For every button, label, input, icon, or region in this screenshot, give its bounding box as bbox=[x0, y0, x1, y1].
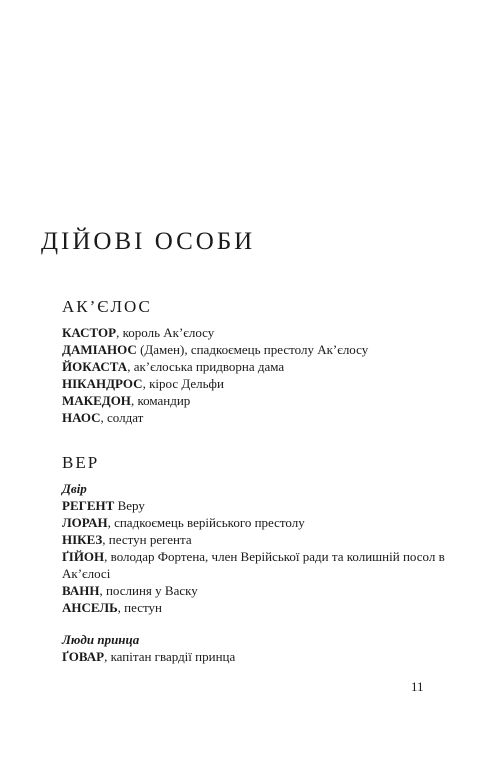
character-description: , солдат bbox=[100, 410, 144, 425]
character-entry bbox=[62, 582, 462, 599]
character-entry bbox=[62, 648, 462, 665]
character-name: КАСТОР bbox=[62, 325, 117, 340]
character-name: МАКЕДОН bbox=[62, 393, 131, 408]
character-entry bbox=[62, 375, 462, 392]
character-name: РЕГЕНТ bbox=[62, 498, 115, 513]
character-entry bbox=[62, 341, 462, 358]
character-description: , капітан гвардії принца bbox=[104, 649, 236, 664]
character-description: , пестун bbox=[117, 600, 162, 615]
character-entry bbox=[62, 514, 462, 531]
section-akielos bbox=[62, 296, 462, 426]
character-entry bbox=[62, 324, 462, 341]
section-heading-ver: ВЕР bbox=[62, 453, 100, 472]
character-description: (Дамен), спадкоємець престолу Ак’єлосу bbox=[136, 342, 369, 357]
character-description: , кірос Дельфи bbox=[142, 376, 224, 391]
character-entry bbox=[62, 409, 462, 426]
character-name: ДАМІАНОС bbox=[62, 342, 137, 357]
character-description: , король Ак’єлосу bbox=[116, 325, 215, 340]
character-name: НІКАНДРОС bbox=[62, 376, 143, 391]
character-name: ЙОКАСТА bbox=[62, 359, 128, 374]
character-entry bbox=[62, 548, 462, 582]
character-name: НІКЕЗ bbox=[62, 532, 103, 547]
section-heading-akielos: АК’ЄЛОС bbox=[62, 297, 152, 316]
section-ver bbox=[62, 452, 462, 665]
character-description: , спадкоємець верійського престолу bbox=[107, 515, 305, 530]
subheading-court: Двір bbox=[62, 481, 87, 496]
page-number: 11 bbox=[411, 679, 424, 694]
spacer bbox=[62, 616, 462, 631]
character-description: , володар Фортена, член Верійської ради та колишній посол в Ак’єлосі bbox=[62, 549, 445, 581]
character-description: , пестун регента bbox=[102, 532, 192, 547]
character-name: НАОС bbox=[62, 410, 101, 425]
character-description: , командир bbox=[130, 393, 191, 408]
character-entry bbox=[62, 358, 462, 375]
character-entry bbox=[62, 599, 462, 616]
character-entry bbox=[62, 497, 462, 514]
page-title: ДІЙОВІ ОСОБИ bbox=[41, 228, 256, 255]
character-description: , послиня у Васку bbox=[99, 583, 198, 598]
character-entry bbox=[62, 392, 462, 409]
subheading-prince-people: Люди принца bbox=[62, 632, 140, 647]
character-name: ЛОРАН bbox=[62, 515, 108, 530]
character-entry bbox=[62, 531, 462, 548]
character-description: , ак’єлоська придворна дама bbox=[127, 359, 285, 374]
character-name: ВАНН bbox=[62, 583, 100, 598]
character-name: АНСЕЛЬ bbox=[62, 600, 118, 615]
character-name: ҐІЙОН bbox=[62, 549, 105, 564]
character-name: ҐОВАР bbox=[62, 649, 105, 664]
character-description: Веру bbox=[114, 498, 145, 513]
